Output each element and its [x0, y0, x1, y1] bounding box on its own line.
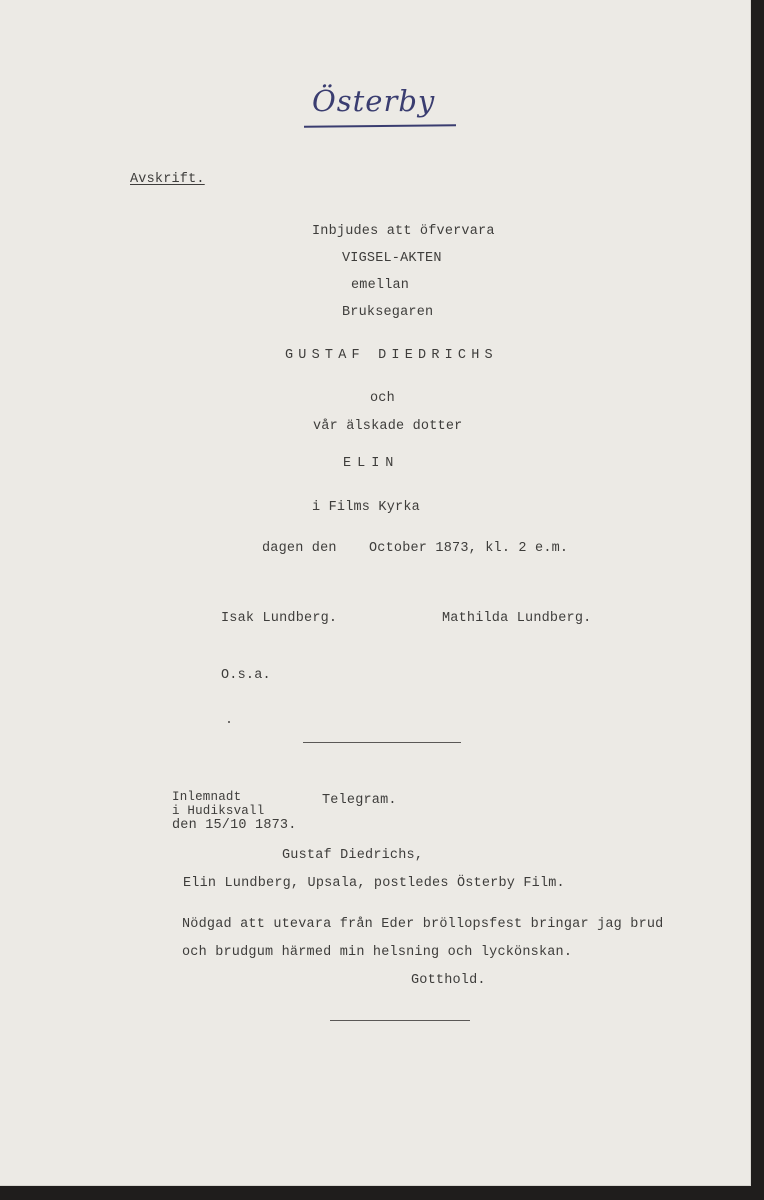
- invitation-line-5: och: [370, 391, 395, 406]
- copy-label: Avskrift.: [130, 172, 205, 187]
- invitation-line-1: Inbjudes att öfvervara: [312, 224, 495, 239]
- divider-top: [303, 742, 461, 743]
- telegram-body-line-1: Nödgad att utevara från Eder bröllopsfest bringar jag brud: [182, 917, 664, 932]
- invitation-line-4: Bruksegaren: [342, 305, 434, 320]
- divider-bottom: [330, 1020, 470, 1021]
- telegram-address-line-1: Gustaf Diedrichs,: [282, 848, 424, 863]
- telegram-meta-line-3: den 15/10 1873.: [172, 818, 297, 833]
- date-prefix: dagen den: [262, 541, 337, 556]
- bride-name: ELIN: [343, 456, 400, 471]
- invitation-line-6: vår älskade dotter: [313, 419, 463, 434]
- handwritten-title: Österby: [312, 84, 436, 118]
- telegram-address-line-2: Elin Lundberg, Upsala, postledes Österby Film.: [183, 876, 565, 891]
- invitation-line-3: emellan: [351, 278, 410, 293]
- telegram-meta-line-1: Inlemnadt: [172, 790, 242, 804]
- telegram-body-line-2: och brudgum härmed min helsning och lyckönskan.: [182, 945, 573, 960]
- osa-text: O.s.a.: [221, 668, 271, 683]
- invitation-line-7: i Films Kyrka: [312, 500, 420, 515]
- handwritten-title-underline: [304, 124, 456, 128]
- telegram-meta-line-2: i Hudiksvall: [172, 804, 265, 818]
- date-value: October 1873, kl. 2 e.m.: [369, 541, 569, 556]
- telegram-signature: Gotthold.: [411, 973, 486, 988]
- host-right: Mathilda Lundberg.: [442, 611, 592, 626]
- telegram-title: Telegram.: [322, 793, 397, 808]
- groom-name: GUSTAF DIEDRICHS: [285, 348, 498, 363]
- host-left: Isak Lundberg.: [221, 611, 338, 626]
- stray-dot: [228, 721, 230, 723]
- invitation-line-2: VIGSEL-AKTEN: [342, 251, 442, 266]
